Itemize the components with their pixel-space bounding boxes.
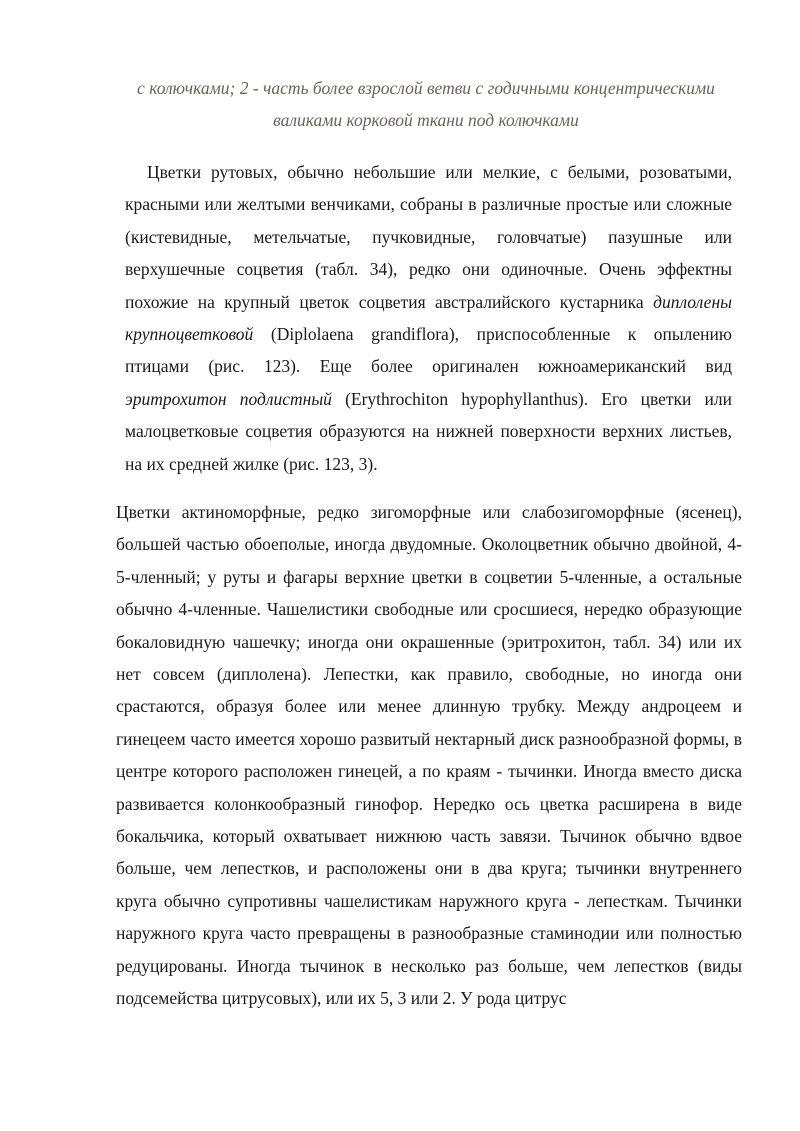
species-name-italic: эритрохитон подлистный: [125, 388, 332, 409]
paragraph-flower-structure: [116, 496, 742, 1015]
species-name-italic: диплолены крупноцветковой: [125, 291, 732, 345]
paragraph-text: Цветки актиноморфные, редко зигоморфные или слабозигоморфные (ясенец), большей частью обоеполые, иногда двудомные. Околоцветник обычно двойной, 4-5-членный; у руты и фагары верхние цветки в соцветии 5-членные, а остальные обычно 4-членные. Чашелистики свободные или сросшиеся, нередко образующие бокаловидную чашечку; иногда они окрашенные (эритрохитон, табл. 34) или их нет совсем (диплолена). Лепестки, как правило, свободные, но иногда они срастаются, образуя более или менее длинную трубку. Между андроцеем и гинецеем часто имеется хорошо развитый нектарный диск разнообразной формы, в центре которого расположен гинецей, а по краям - тычинки. Иногда вместо диска развивается колонкообразный гинофор. Нередко ось цветка расширена в виде бокальчика, который охватывает нижнюю часть завязи. Тычинок обычно вдвое больше, чем лепестков, и расположены они в два круга; тычинки внутреннего круга обычно супротивны чашелистикам наружного круга - лепесткам. Тычинки наружного круга часто превращены в разнообразные стаминодии или полностью редуцированы. Иногда тычинок в несколько раз больше, чем лепестков (виды подсемейства цитрусовых), или их 5, 3 или 2. У рода цитрус: [116, 502, 742, 1009]
caption-text: с колючками; 2 - часть более взрослой ветви с годичными концентрическими валиками корковой ткани под колючками: [137, 78, 715, 130]
figure-caption: [110, 72, 742, 136]
paragraph-text: Цветки рутовых, обычно небольшие или мелкие, с белыми, розоватыми, красными или желтыми венчиками, собраны в различные простые или сложные (кистевидные, метельчатые, пучковидные, головчатые) пазушные или верхушечные соцветия (табл. 34), редко они одиночные. Очень эффектны похожие на крупный цветок соцветия австралийского кустарника: [125, 162, 732, 312]
paragraph-flowers-overview: [125, 156, 732, 480]
paragraph-text: (Diplolaena grandiflora), приспособленные к опылению птицами (рис. 123). Еще более оригинален южноамериканский вид: [125, 324, 732, 377]
paragraph-text: (Erythrochiton hypophyllanthus). Его цветки или малоцветковые соцветия образуются на нижней поверхности верхних листьев, на их средней жилке (рис. 123, 3).: [125, 388, 732, 474]
